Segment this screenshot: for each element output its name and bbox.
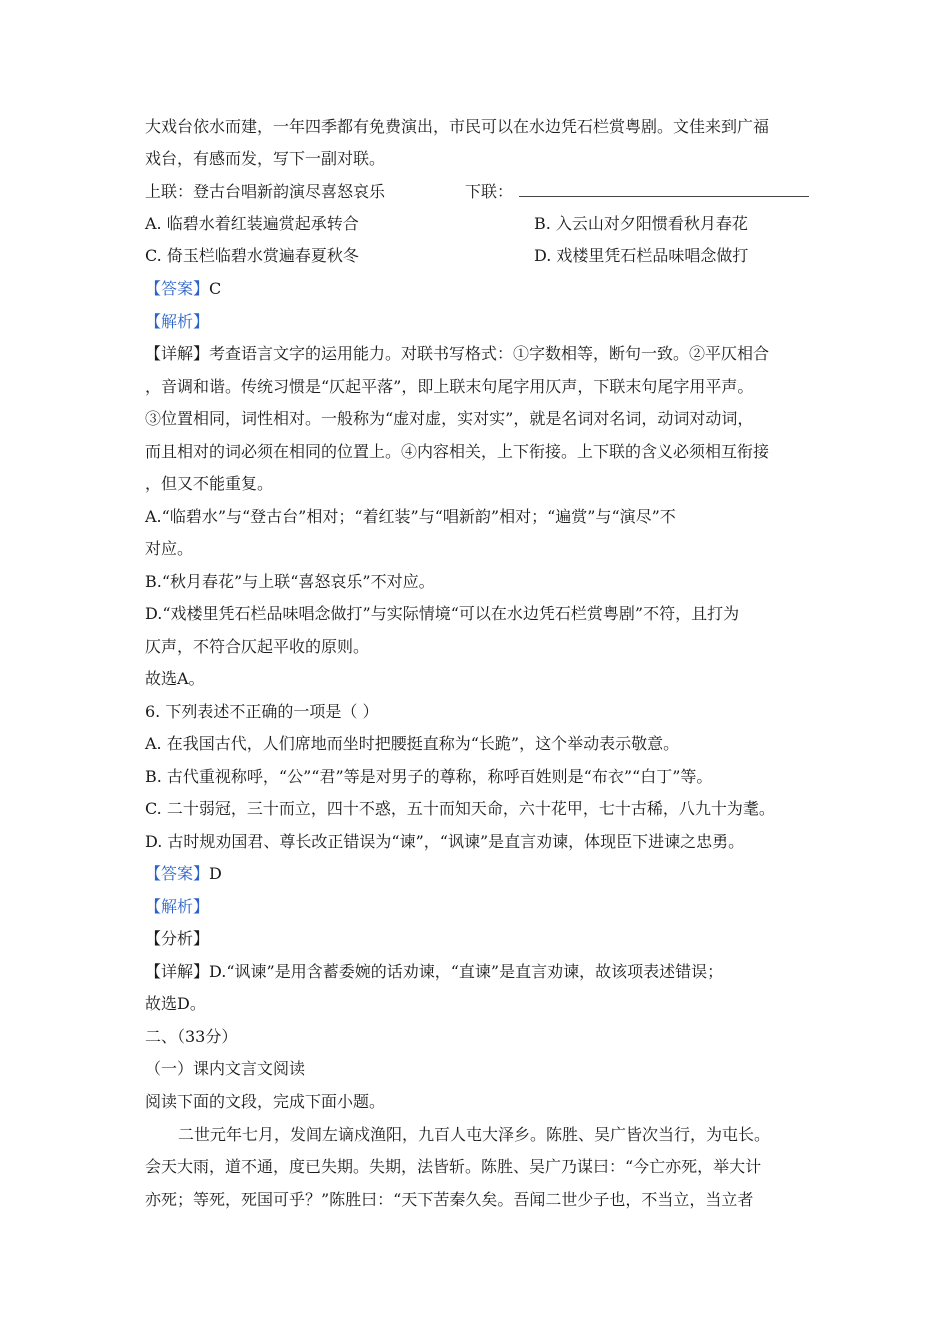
q5-detail-line: 对应。 [145,539,194,558]
q5-detail-line: D.“戏楼里凭石栏品味唱念做打”与实际情境“可以在水边凭石栏赏粤剧”不符，且打为 [145,604,740,623]
q5-intro-line-2: 戏台，有感而发，写下一副对联。 [145,149,386,168]
section-title: 二、（33分） [145,1027,238,1046]
q5-detail-line: B.“秋月春花”与上联“喜怒哀乐”不对应。 [145,572,435,591]
q5-detail-line: ，音调和谐。传统习惯是“仄起平落”，即上联末句尾字用仄声，下联末句尾字用平声。 [145,377,754,396]
reading-instruction: 阅读下面的文段，完成下面小题。 [145,1092,386,1111]
answer-value: C [209,279,222,298]
q6-fenxi-tag: 【分析】 [145,929,210,948]
passage-line: 二世元年七月，发闾左谪戍渔阳，九百人屯大泽乡。陈胜、吴广皆次当行，为屯长。 [178,1125,771,1144]
q5-answer [145,278,221,300]
q5-detail-line: 仄声，不符合仄起平收的原则。 [145,637,370,656]
q6-analysis-tag: 【解析】 [145,897,210,916]
q5-detail-line: ③位置相同，词性相对。一般称为“虚对虚，实对实”，就是名词对名词，动词对动词， [145,409,754,428]
q5-option-a: A. 临碧水着红装遍赏起承转合 [145,214,359,233]
q5-detail-line: ，但又不能重复。 [145,474,274,493]
q6-answer [145,863,222,885]
q6-conclusion: 故选D。 [145,994,206,1013]
answer-tag: 【答案】 [145,279,210,298]
answer-value: D [209,864,222,883]
section-subtitle: （一）课内文言文阅读 [145,1059,306,1078]
q5-detail-line: 【详解】考查语言文字的运用能力。对联书写格式：①字数相等，断句一致。②平仄相合 [145,344,770,363]
q5-conclusion: 故选A。 [145,669,205,688]
q5-analysis-tag: 【解析】 [145,312,210,331]
q6-option-d: D. 古时规劝国君、尊长改正错误为“谏”，“讽谏”是直言劝谏，体现臣下进谏之忠勇。 [145,832,745,851]
answer-blank-line [519,182,809,197]
q5-option-c: C. 倚玉栏临碧水赏遍春夏秋冬 [145,246,359,265]
passage-line: 亦死；等死，死国可乎？”陈胜曰：“天下苦秦久矣。吾闻二世少子也，不当立，当立者 [145,1190,754,1209]
q5-detail-line: A.“临碧水”与“登古台”相对；“着红装”与“唱新韵”相对；“遍赏”与“演尽”不 [145,507,676,526]
q5-lower-couplet [465,181,809,203]
q6-stem: 6. 下列表述不正确的一项是（ ） [145,702,379,721]
q5-detail-line: 而且相对的词必须在相同的位置上。④内容相关，上下衔接。上下联的含义必须相互衔接 [145,442,770,461]
q5-upper-couplet: 上联：登古台唱新韵演尽喜怒哀乐 [145,182,386,201]
q5-intro-line-1: 大戏台依水而建，一年四季都有免费演出，市民可以在水边凭石栏赏粤剧。文佳来到广福 [145,117,770,136]
q5-lower-label: 下联： [465,182,514,201]
q6-option-b: B. 古代重视称呼，“公”“君”等是对男子的尊称，称呼百姓则是“布衣”“白丁”等。 [145,767,713,786]
q6-detail: 【详解】D.“讽谏”是用含蓄委婉的话劝谏，“直谏”是直言劝谏，故该项表述错误； [145,962,724,981]
answer-tag: 【答案】 [145,864,210,883]
q5-option-d: D. 戏楼里凭石栏品味唱念做打 [534,246,749,265]
q6-option-c: C. 二十弱冠，三十而立，四十不惑，五十而知天命，六十花甲，七十古稀，八九十为耄。 [145,799,775,818]
q5-option-b: B. 入云山对夕阳惯看秋月春花 [534,214,748,233]
passage-line: 会天大雨，道不通，度已失期。失期，法皆斩。陈胜、吴广乃谋曰：“今亡亦死，举大计 [145,1157,762,1176]
q6-option-a: A. 在我国古代，人们席地而坐时把腰挺直称为“长跪”，这个举动表示敬意。 [145,734,680,753]
